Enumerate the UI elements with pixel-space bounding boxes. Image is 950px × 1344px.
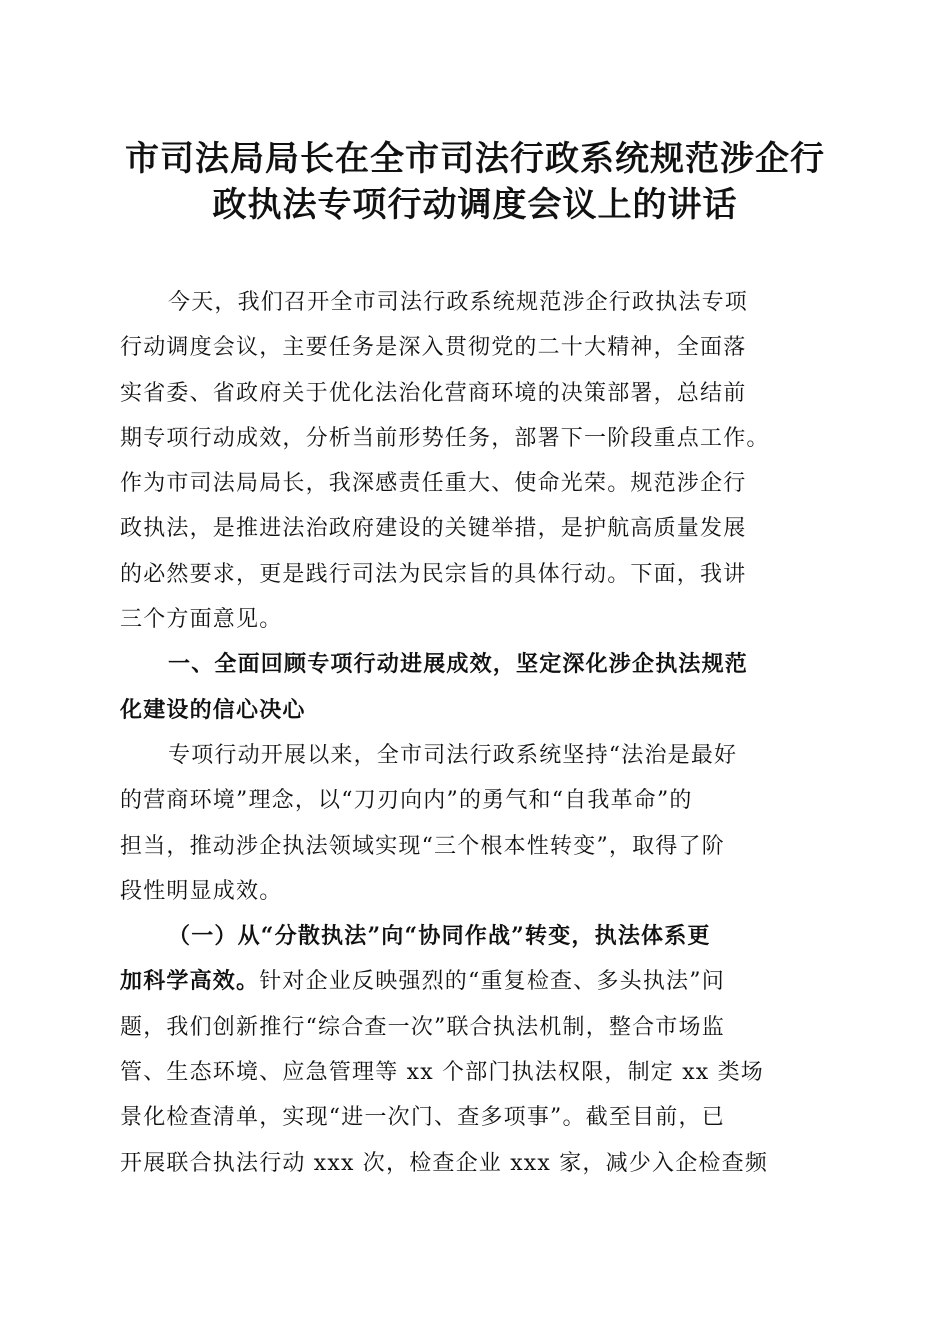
- text-line: 景化检查清单，实现“进一次门、查多项事”。截至目前，已: [120, 1105, 725, 1131]
- text-line: 管、生态环境、应急管理等 xx 个部门执法权限，制定 xx 类场: [120, 1060, 765, 1086]
- paragraph-opening: [120, 280, 830, 642]
- text-line: 三个方面意见。: [120, 607, 283, 633]
- text-line: 题，我们创新推行“综合查一次”联合执法机制，整合市场监: [120, 1014, 725, 1040]
- heading-line: 化建设的信心决心: [120, 697, 306, 723]
- subheading-line: （一）从“分散执法”向“协同作战”转变，执法体系更: [168, 923, 711, 950]
- text-line: 开展联合执法行动 xxx 次，检查企业 xxx 家，减少入企检查频: [120, 1150, 769, 1176]
- title-line-1: 市司法局局长在全市司法行政系统规范涉企行: [125, 139, 825, 179]
- text-line: 段性明显成效。: [120, 878, 283, 904]
- text-line: 担当，推动涉企执法领域实现“三个根本性转变”，取得了阶: [120, 833, 725, 859]
- text-line: 专项行动开展以来，全市司法行政系统坚持“法治是最好: [168, 742, 738, 768]
- text-line: 行动调度会议，主要任务是深入贯彻党的二十大精神，全面落: [120, 335, 747, 361]
- text-line: 期专项行动成效，分析当前形势任务，部署下一阶段重点工作。: [120, 425, 770, 451]
- text-line: 政执法，是推进法治政府建设的关键举措，是护航高质量发展: [120, 516, 747, 542]
- text-line: [120, 959, 830, 1004]
- subheading-tail: 加科学高效。: [120, 968, 260, 995]
- text-line: 作为市司法局局长，我深感责任重大、使命光荣。规范涉企行: [120, 471, 747, 497]
- document-body: [120, 280, 830, 1186]
- text-line: 的必然要求，更是践行司法为民宗旨的具体行动。下面，我讲: [120, 561, 747, 587]
- title-line-2: 政执法专项行动调度会议上的讲话: [212, 185, 738, 225]
- paragraph-review: [120, 733, 830, 914]
- text-line: 今天，我们召开全市司法行政系统规范涉企行政执法专项: [168, 290, 749, 315]
- text-line: 的营商环境”理念，以“刀刃向内”的勇气和“自我革命”的: [120, 788, 693, 814]
- document-title: [100, 136, 850, 228]
- section-heading: [120, 642, 830, 733]
- text-fragment: 针对企业反映强烈的“重复检查、多头执法”问: [259, 969, 725, 995]
- text-line: 实省委、省政府关于优化法治化营商环境的决策部署，总结前: [120, 380, 747, 406]
- paragraph-subsection-1: [120, 914, 830, 1186]
- heading-line: 一、全面回顾专项行动进展成效，坚定深化涉企执法规范: [168, 652, 749, 678]
